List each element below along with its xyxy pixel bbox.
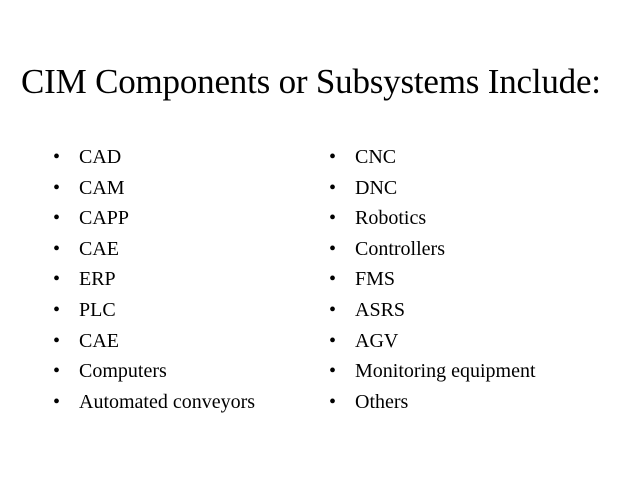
bullet-icon: • xyxy=(53,329,61,352)
list-item xyxy=(329,356,536,387)
left-bullet-list xyxy=(53,142,255,417)
list-item xyxy=(329,173,536,204)
list-item xyxy=(329,326,536,357)
list-item-label: Robotics xyxy=(355,207,427,230)
list-item xyxy=(53,234,255,265)
list-item-label: CNC xyxy=(355,146,397,168)
list-item xyxy=(329,142,536,173)
bullet-icon: • xyxy=(329,329,337,352)
list-item-label: Monitoring equipment xyxy=(355,360,536,383)
bullet-icon: • xyxy=(53,237,61,260)
list-item xyxy=(53,387,255,418)
list-item-label: FMS xyxy=(355,268,396,291)
list-item-label: DNC xyxy=(355,176,398,199)
bullet-icon: • xyxy=(329,390,337,413)
list-item-label: Computers xyxy=(79,360,167,383)
list-item-label: ASRS xyxy=(355,298,406,321)
list-item xyxy=(53,356,255,387)
list-item xyxy=(53,142,255,173)
list-item xyxy=(53,173,255,204)
list-item xyxy=(329,234,536,265)
list-item-label: CAD xyxy=(79,146,122,168)
bullet-icon: • xyxy=(329,237,337,260)
bullet-icon: • xyxy=(53,176,61,199)
list-item xyxy=(53,295,255,326)
bullet-icon: • xyxy=(53,360,61,383)
bullet-icon: • xyxy=(329,298,337,321)
bullet-icon: • xyxy=(53,390,61,413)
list-item-label: CAM xyxy=(79,176,125,199)
bullet-icon: • xyxy=(53,146,61,168)
list-item xyxy=(53,326,255,357)
list-item-label: Others xyxy=(355,390,409,413)
bullet-icon: • xyxy=(329,268,337,291)
bullet-icon: • xyxy=(53,268,61,291)
list-item-label: ERP xyxy=(79,268,116,291)
bullet-icon: • xyxy=(329,360,337,383)
list-item-label: Automated conveyors xyxy=(79,390,256,413)
list-item xyxy=(329,295,536,326)
list-item xyxy=(329,203,536,234)
list-item-label: AGV xyxy=(355,329,399,352)
list-item-label: Controllers xyxy=(355,237,445,260)
bullet-icon: • xyxy=(329,207,337,230)
list-item-label: CAPP xyxy=(79,207,130,230)
right-bullet-list xyxy=(329,142,536,417)
bullet-icon: • xyxy=(329,176,337,199)
bullet-icon: • xyxy=(329,146,337,168)
bullet-icon: • xyxy=(53,207,61,230)
list-item xyxy=(53,203,255,234)
list-item xyxy=(53,264,255,295)
list-item-label: PLC xyxy=(79,298,116,321)
list-item xyxy=(329,264,536,295)
list-item-label: CAE xyxy=(79,329,119,352)
list-item-label: CAE xyxy=(79,237,119,260)
list-item xyxy=(329,387,536,418)
bullet-icon: • xyxy=(53,298,61,321)
slide-title: CIM Components or Subsystems Include: xyxy=(21,62,601,101)
